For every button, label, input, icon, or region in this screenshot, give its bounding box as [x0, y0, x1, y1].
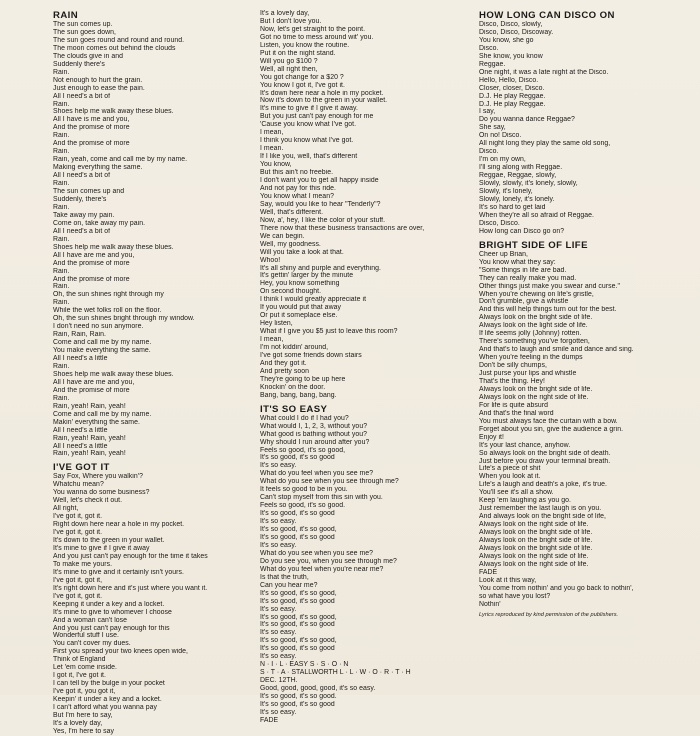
lyric-line: I've got it, got it. [53, 592, 103, 600]
lyric-line: When they're all so afraid of Reggae. [479, 211, 595, 219]
lyric-line: She say, [479, 124, 506, 132]
lyric-line: Do you see you, when you see through me? [260, 557, 397, 565]
lyric-line: I mean. [260, 145, 284, 153]
song-disco [479, 10, 684, 236]
lyric-line: Reggae, Reggae, slowly, [479, 172, 557, 180]
lyric-line: And that's the final word [479, 409, 554, 417]
lyric-line: All I need's a bit of [53, 227, 111, 235]
lyric-line: All I need's a little [53, 442, 108, 450]
lyric-line: I'll sing along with Reggae. [479, 164, 563, 172]
lyric-line: Say Fox, Where you walkin'? [53, 473, 143, 481]
lyric-line: The sun comes up and [53, 188, 125, 196]
lyric-line: Life's a piece of shit [479, 465, 541, 473]
lyric-line: D.J. He play Reggae. [479, 92, 546, 100]
lyric-line: She know, you know [479, 52, 543, 60]
lyric-line: And the promise of more [53, 275, 130, 283]
lyric-line: It's so easy. [260, 462, 297, 470]
lyric-line: All I need's a little [53, 426, 108, 434]
lyric-line: Shoes help me walk away these blues. [53, 108, 174, 116]
publisher-credit: Lyrics reproduced by kind permission of the publishers. [479, 611, 619, 618]
lyric-line: Always look on the bright side of life. [479, 537, 593, 545]
lyric-line: It's so easy. [260, 629, 297, 637]
lyric-line: Makin' everything the same. [53, 418, 140, 426]
song-bright-side [479, 240, 684, 609]
lyric-line: And they got it. [260, 359, 307, 367]
song-title-disco: HOW LONG CAN DISCO ON [479, 10, 615, 21]
lyric-line: If life seems jolly (Johnny) rotten. [479, 330, 582, 338]
lyric-line: Hey listen, [260, 320, 293, 328]
lyric-line: I can't afford what you wanna pay [53, 704, 157, 712]
lyric-line: Will you go $100 ? [260, 57, 318, 65]
lyric-line: Shoes help me walk away these blues. [53, 370, 174, 378]
lyric-line: They can really make you mad. [479, 274, 577, 282]
lyric-line: It's down here near a hole in my pocket. [260, 89, 384, 97]
lyric-line: All right, [53, 505, 79, 513]
lyric-line: It's so good, it's so good, [260, 613, 337, 621]
lyric-line: Rain. [53, 394, 70, 402]
lyric-line: It's mine to give to whomever I choose [53, 608, 172, 616]
lyric-line: Will you take a look at that. [260, 248, 344, 256]
song-title-rain: RAIN [53, 10, 79, 21]
lyric-line: The sun goes down, [53, 28, 116, 36]
lyric-line: And the promise of more [53, 124, 130, 132]
lyric-line: So always look on the bright side of death. [479, 449, 611, 457]
lyric-line: Nothin' [479, 600, 501, 608]
lyric-line: Now it's down to the green in your wallet. [260, 97, 388, 105]
lyric-line: You'll see it's all a show. [479, 489, 554, 497]
lyric-line: Rain. [53, 267, 70, 275]
lyric-line: Not enough to hurt the grain. [53, 76, 143, 84]
lyric-line: N · I · L · EASY S · S · O · N [260, 661, 349, 669]
lyric-line: "Some things in life are bad. [479, 266, 567, 274]
lyrics-bright-side [479, 251, 684, 609]
lyric-line: Always look on the right side of life. [479, 521, 589, 529]
lyric-line: Say, would you like to hear "Tenderly"? [260, 200, 381, 208]
lyric-line: There now that these business transactions are over, [260, 224, 425, 232]
lyric-line: It's so hard to get laid [479, 203, 546, 211]
lyric-line: S · T · A · STALLWORTH L · L · W · O · R · T · H [260, 669, 411, 677]
lyric-line: Well, my goodness. [260, 240, 321, 248]
lyric-line: I think you know what I've got. [260, 137, 354, 145]
lyric-line: Why should I run around after you? [260, 438, 370, 446]
lyric-line: FADE [479, 568, 498, 576]
lyric-line: I can tell by the bulge in your pocket [53, 680, 165, 688]
lyric-line: There's something you've forgotten, [479, 338, 590, 346]
song-its-so-easy [260, 404, 460, 725]
lyric-line: All I have is me and you, [53, 116, 130, 124]
lyric-line: Can you hear me? [260, 581, 318, 589]
lyric-line: Just purse your lips and whistle [479, 370, 577, 378]
lyric-line: You make everything the same. [53, 347, 151, 355]
lyric-line: FADE [260, 716, 279, 724]
lyric-line: And pretty soon [260, 367, 310, 375]
lyric-line: It's so good, it's so good [260, 454, 335, 462]
lyric-line: All I have are me and you, [53, 251, 135, 259]
lyric-line: Hello, Hello, Disco. [479, 76, 539, 84]
lyric-line: You know what I mean? [260, 192, 334, 200]
lyric-line: It's so easy. [260, 653, 297, 661]
lyric-line: What do you feel when you see me? [260, 470, 374, 478]
lyric-line: For life is quite absurd [479, 401, 548, 409]
lyric-line: Always look on the bright side of life. [479, 385, 593, 393]
lyric-line: Feels so good, it's so good. [260, 502, 346, 510]
lyric-line: Keepin' it under a key and a locket. [53, 696, 162, 704]
lyric-line: Rain. [53, 148, 70, 156]
lyric-line: All I need's a bit of [53, 92, 111, 100]
lyric-line: Listen, you know the routine. [260, 41, 350, 49]
lyric-line: Bang, bang, bang, bang. [260, 391, 337, 399]
lyric-line: Always look on the bright side of life. [479, 529, 593, 537]
lyric-line: It's so good, it's so good [260, 534, 335, 541]
lyric-line: It's so easy. [260, 518, 297, 526]
lyric-line: Cheer up Brian, [479, 250, 529, 258]
column-right [479, 10, 684, 619]
lyric-line: I've got it, got it. [53, 513, 103, 521]
lyric-line: I mean, [260, 129, 284, 137]
lyric-line: Rain. [53, 283, 70, 291]
lyric-line: Look at it this way, [479, 576, 537, 584]
lyric-line: You must always face the curtain with a bow. [479, 417, 618, 425]
lyric-line: On no! Disco. [479, 132, 522, 140]
lyric-line: All I need's a little [53, 355, 108, 363]
lyric-line: Rain. [53, 68, 70, 76]
lyric-line: It's so good, it's so good [260, 597, 335, 605]
lyric-line: It's mine to give and it certainly isn't yours. [53, 568, 184, 576]
lyric-line: Come and call me by my name. [53, 410, 152, 418]
lyric-line: Life's a laugh and death's a joke, it's true. [479, 481, 608, 489]
lyric-line: Always look on the bright side of life. [479, 545, 593, 552]
lyric-line: Knockin' on the door. [260, 383, 326, 391]
lyric-line: Slowly, slowly, it's lonely, slowly, [479, 180, 578, 188]
lyric-line: It's so easy. [260, 605, 297, 613]
lyric-line: I've got some friends down stairs [260, 351, 362, 359]
lyric-line: We can begin. [260, 232, 305, 240]
lyric-line: It's your last chance, anyhow. [479, 441, 571, 449]
lyric-line: You come from nothin' and you go back to nothin', [479, 584, 634, 592]
lyric-line: Forget about you sin, give the audience a grin. [479, 425, 624, 433]
lyric-line: You know I got it, I've got it. [260, 81, 345, 89]
lyric-line: Always look on the right side of life. [479, 393, 589, 401]
lyric-line: DEC. 12TH. [260, 677, 298, 685]
lyrics-rain [53, 21, 253, 458]
lyric-line: Whoo! [260, 256, 281, 264]
lyric-line: What would I, 1, 2, 3, without you? [260, 422, 368, 430]
lyric-line: And a woman can't lose [53, 616, 128, 624]
lyric-line: It's mine to give if I give it away. [260, 105, 358, 113]
lyric-line: Oh, the sun shines bright through my window. [53, 315, 195, 323]
lyric-line: One night, it was a late night at the Disco. [479, 68, 609, 76]
lyric-line: Disco, Disco, slowly, [479, 21, 543, 28]
lyric-line: It's a lovely day, [260, 10, 310, 17]
lyric-line: It's so good, it's so good, [260, 589, 337, 597]
lyric-line: And the promise of more [53, 259, 130, 267]
lyric-line: It's so easy. [260, 541, 297, 549]
lyric-line: Rain. [53, 203, 70, 211]
lyric-line: Oh, the sun shines right through my [53, 291, 164, 299]
lyric-line: While the wet folks roll on the floor. [53, 307, 162, 315]
lyric-line: I say, [479, 108, 496, 116]
lyric-line: Just remember the last laugh is on you. [479, 505, 602, 513]
lyric-line: All I have are me and you, [53, 378, 135, 386]
lyric-line: I've got it, got it. [53, 529, 103, 537]
lyric-line: Just before you draw your terminal breath. [479, 457, 611, 465]
lyric-line: Got no time to mess around wit' you. [260, 33, 374, 41]
lyric-line: Making everything the same. [53, 164, 143, 172]
lyric-line: When you're feeling in the dumps [479, 354, 583, 362]
lyric-line: And the promise of more [53, 140, 130, 148]
lyric-line: Come and call me by my name. [53, 339, 152, 347]
lyric-line: And that's to laugh and smile and dance and sing. [479, 346, 634, 354]
lyric-line: I've got it, you got it, [53, 688, 116, 696]
lyric-line: It feels so good to be in you. [260, 486, 348, 494]
lyric-line: Reggae. [479, 60, 506, 68]
lyric-line: Rain. [53, 100, 70, 108]
lyrics-disco [479, 21, 684, 236]
lyric-line: Keep 'em laughing as you go. [479, 497, 571, 505]
lyric-line: Always look on the light side of life. [479, 322, 588, 330]
lyric-line: You know, she go [479, 36, 534, 44]
lyric-line: It's a lovely day, [53, 719, 103, 727]
lyric-line: It's all shiny and purple and everything. [260, 264, 381, 272]
lyric-line: Feels so good, it's so good, [260, 446, 346, 454]
lyric-line: Disco. [479, 148, 499, 156]
lyric-line: It's so easy. [260, 708, 297, 716]
lyric-line: Now, a', hey, I like the color of your stuff. [260, 216, 386, 224]
lyric-line: D.J. He play Reggae. [479, 100, 546, 108]
lyric-line: Rain. [53, 132, 70, 140]
lyric-line: To make me yours. [53, 560, 113, 568]
lyric-line: It's down to the green in your wallet. [53, 537, 165, 545]
lyric-line: It's so good, it's so good [260, 621, 335, 629]
lyric-line: You know, [260, 161, 292, 169]
lyric-line: And always look on the bright side of life, [479, 513, 607, 521]
lyric-line: Put it on the night stand. [260, 49, 336, 57]
lyric-line: What could I do if I had you? [260, 414, 349, 422]
lyric-line: Rain. [53, 180, 70, 188]
lyric-line: Is that the truth, [260, 573, 309, 581]
lyric-line: Just enough to ease the pain. [53, 84, 145, 92]
lyric-line: Rain. [53, 299, 70, 307]
lyric-line: It's mine to give if I give it away [53, 545, 150, 552]
lyric-line: Suddenly, there's [53, 195, 107, 203]
lyric-line: Disco, Disco, Discoway. [479, 28, 554, 36]
lyrics-lovely-day [260, 10, 460, 400]
lyric-line: You wanna do some business? [53, 489, 150, 497]
lyric-line: The sun comes up. [53, 21, 113, 28]
lyric-line: Disco, Disco. [479, 219, 520, 227]
lyric-line: And you just can't pay enough for the time it takes [53, 552, 208, 560]
lyric-line: Let 'em come inside. [53, 664, 117, 672]
column-left [53, 10, 253, 736]
lyric-line: What good is bathing without you? [260, 430, 367, 438]
lyric-line: Shoes help me walk away these blues. [53, 243, 174, 251]
lyric-line: They're going to be up here [260, 375, 346, 383]
lyric-line: Don't grumble, give a whistle [479, 298, 569, 306]
lyric-line: But you just can't pay enough for me [260, 113, 374, 121]
lyric-line: Keeping it under a key and a locket. [53, 600, 165, 608]
lyric-line: It's so good, it's so good [260, 510, 335, 518]
lyric-line: I'm not kiddin' around, [260, 344, 329, 352]
lyric-line: How long can Disco go on? [479, 227, 565, 235]
lyric-line: It's so good, it's so good [260, 701, 335, 709]
lyric-line: It's so good, it's so good. [260, 693, 337, 701]
lyric-line: First you spread your two knees open wide, [53, 648, 189, 656]
lyric-line: Always look on the bright side of life. [479, 314, 593, 322]
lyric-line: 'Cause you know what I've got. [260, 121, 357, 129]
lyric-line: What if I give you $5 just to leave this room? [260, 328, 398, 336]
lyric-line: I don't need no sun anymore. [53, 323, 144, 331]
lyric-line: Slowly, it's lonely, [479, 188, 533, 196]
lyric-line: It's so good, it's so good [260, 645, 335, 653]
lyric-line: so what have you lost? [479, 592, 551, 600]
lyric-line: The sun goes round and round and round. [53, 36, 185, 44]
lyric-line: Wonderful stuff I use. [53, 632, 119, 640]
lyric-line: You can't cover my dues. [53, 640, 131, 648]
lyric-line: Now, let's get straight to the point. [260, 25, 366, 33]
lyric-line: But I'm here to say, [53, 712, 113, 720]
song-title-its-so-easy: IT'S SO EASY [260, 403, 328, 415]
lyrics-ive-got-it [53, 473, 253, 735]
lyric-line: Do you wanna dance Reggae? [479, 116, 575, 124]
lyric-line: But this ain't no freebie. [260, 169, 334, 177]
lyric-line: And this will help things turn out for the best. [479, 306, 617, 314]
lyric-line: Closer, closer, Disco. [479, 84, 545, 92]
song-title-ive-got-it: I'VE GOT IT [53, 462, 110, 474]
lyric-line: Enjoy it! [479, 433, 504, 441]
lyric-line: When you're chewing on life's gristle, [479, 290, 594, 298]
lyric-line: Hey, you know something [260, 280, 340, 288]
lyric-line: Whatchu mean? [53, 481, 104, 489]
lyric-line: I don't want you to get all happy inside [260, 177, 379, 185]
lyric-line: If I like you, well, that's different [260, 153, 358, 161]
lyric-line: Good, good, good, good, it's so easy. [260, 685, 376, 693]
lyric-line: All I need's a bit of [53, 172, 111, 180]
lyric-line: I think I would greatly appreciate it [260, 296, 367, 304]
lyric-line: And not pay for this ride. [260, 184, 336, 192]
lyric-line: Disco. [479, 44, 499, 52]
lyric-line: Rain, Rain, Rain. [53, 331, 106, 339]
lyric-line: I've got it, got it, [53, 576, 103, 584]
lyric-line: Yes, I'm here to say [53, 727, 115, 735]
lyric-line: When you look at it. [479, 473, 541, 481]
lyric-line: The moon comes out behind the clouds [53, 44, 176, 52]
lyric-line: What do you see when you see through me? [260, 478, 399, 486]
lyric-line: It's so good, it's so good, [260, 526, 337, 534]
lyric-line: I mean, [260, 336, 284, 344]
lyric-line: Slowly, lonely, it's lonely. [479, 195, 555, 203]
lyric-line: You got change for a $20 ? [260, 73, 344, 81]
lyric-line: It's right down here and it's just where you want it. [53, 584, 208, 592]
lyric-line: Right down here near a hole in my pocket. [53, 521, 185, 529]
lyric-line: Always look on the right side of life. [479, 552, 589, 560]
lyric-line: Other things just make you swear and curse." [479, 282, 620, 290]
lyric-line: I got it, I've got it. [53, 672, 106, 680]
lyrics-its-so-easy [260, 415, 460, 725]
lyric-line: What do you see when you see me? [260, 549, 374, 557]
lyric-line: Come on, take away my pain. [53, 219, 146, 227]
lyric-line: What do you feel when you're near me? [260, 565, 384, 573]
lyric-line: Rain, yeah, come and call me by my name. [53, 156, 188, 164]
lyric-line: Take away my pain. [53, 211, 115, 219]
lyric-line: All night long they play the same old song, [479, 140, 611, 148]
lyric-line: Well, all right then, [260, 65, 318, 73]
song-lovely-day [260, 10, 460, 400]
lyric-line: Rain, yeah! Rain, yeah! [53, 450, 126, 458]
lyric-line: And you just can't pay enough for this [53, 624, 170, 632]
lyric-line: Rain, yeah! Rain, yeah! [53, 402, 126, 410]
lyric-line: Rain. [53, 235, 70, 243]
song-title-bright-side: BRIGHT SIDE OF LIFE [479, 239, 588, 251]
lyric-line: But I don't love you. [260, 17, 322, 25]
lyric-line: I'm on my own, [479, 156, 526, 164]
lyric-line: Can't stop myself from this sin with you. [260, 494, 383, 502]
lyric-line: That's the thing. Hey! [479, 377, 545, 385]
lyric-line: Always look on the right side of life. [479, 560, 589, 568]
lyric-line: It's gettin' larger by the minute [260, 272, 354, 280]
lyric-line: Rain. [53, 362, 70, 370]
lyric-line: Suddenly there's [53, 60, 105, 68]
lyric-line: If you would put that away [260, 304, 341, 312]
lyric-line: It's so good, it's so good, [260, 637, 337, 645]
lyric-line: Rain, yeah! Rain, yeah! [53, 434, 126, 442]
lyric-line: Think of England [53, 656, 106, 664]
lyric-line: On second thought. [260, 288, 322, 296]
lyric-line: Or put it someplace else. [260, 312, 338, 320]
lyric-line: Don't be silly chumps, [479, 362, 547, 370]
lyric-line: The clouds give in and [53, 52, 124, 60]
lyric-line: Well, that's different. [260, 208, 324, 216]
lyric-line: And the promise of more [53, 386, 130, 394]
lyric-line: Well, let's check it out. [53, 497, 123, 505]
column-middle [260, 10, 460, 725]
lyric-line: You know what they say: [479, 258, 556, 266]
song-rain [53, 10, 253, 458]
